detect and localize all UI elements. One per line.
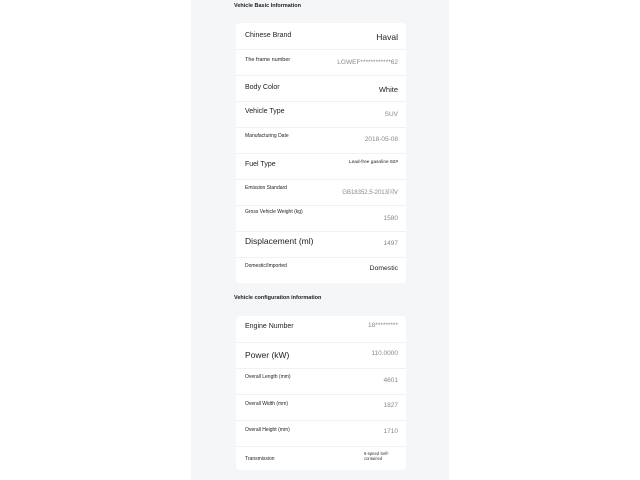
label-transmission: Transmission [245,456,275,462]
value-body-color: White [378,85,398,94]
value-engine-number: 18********* [368,322,398,329]
row-frame-number [236,49,406,76]
label-frame-number: The frame number [245,57,291,63]
label-overall-height: Overall Height (mm) [245,427,290,433]
row-body-color [236,75,406,102]
label-fuel-type: Fuel Type [245,161,276,168]
row-manufacturing-date [236,127,406,154]
row-gross-vehicle-weight [236,205,406,232]
label-domestic-imported: Domestic/Imported [245,263,287,269]
label-power: Power (kW) [245,350,290,360]
row-transmission [236,446,406,470]
row-overall-height [236,420,406,447]
value-fuel-type: Lead-free gasoline 92# [348,160,398,165]
label-overall-length: Overall Length (mm) [245,374,291,380]
section-title-config: Vehicle configuration information [234,295,322,301]
row-vehicle-type [236,101,406,128]
config-info-card [236,316,406,470]
row-engine-number [236,316,406,343]
value-displacement: 1497 [383,240,398,247]
value-overall-length: 4601 [383,377,398,384]
label-vehicle-type: Vehicle Type [245,108,285,115]
label-manufacturing-date: Manufacturing Date [245,133,289,139]
label-gross-vehicle-weight: Gross Vehicle Weight (kg) [245,209,303,215]
row-chinese-brand [236,23,406,50]
value-transmission: 6-speed Self-contained [364,451,389,461]
label-body-color: Body Color [245,84,280,91]
row-displacement [236,231,406,258]
value-gross-vehicle-weight: 1580 [383,215,398,222]
value-frame-number: LGWEF************62 [337,59,398,66]
label-chinese-brand: Chinese Brand [245,32,292,39]
label-engine-number: Engine Number [245,323,294,330]
value-vehicle-type: SUV [384,111,398,118]
value-overall-width: 1827 [383,402,398,409]
row-domestic-imported [236,257,406,283]
section-title-basic: Vehicle Basic Information [234,3,301,9]
row-overall-length [236,368,406,395]
value-manufacturing-date: 2018-05-08 [364,136,398,143]
label-emission-standard: Emission Standard [245,185,287,191]
basic-info-card [236,23,406,283]
phone-screen [191,0,449,480]
label-displacement: Displacement (ml) [245,236,314,246]
row-emission-standard [236,179,406,206]
value-chinese-brand: Haval [376,32,398,42]
value-overall-height: 1710 [383,428,398,435]
row-fuel-type [236,153,406,180]
row-power [236,342,406,369]
row-overall-width [236,394,406,421]
value-emission-standard: GB18352.5-2013国V [342,190,398,196]
label-overall-width: Overall Width (mm) [245,401,289,407]
value-power: 110.0000 [371,350,398,357]
value-domestic-imported: Domestic [369,265,398,272]
